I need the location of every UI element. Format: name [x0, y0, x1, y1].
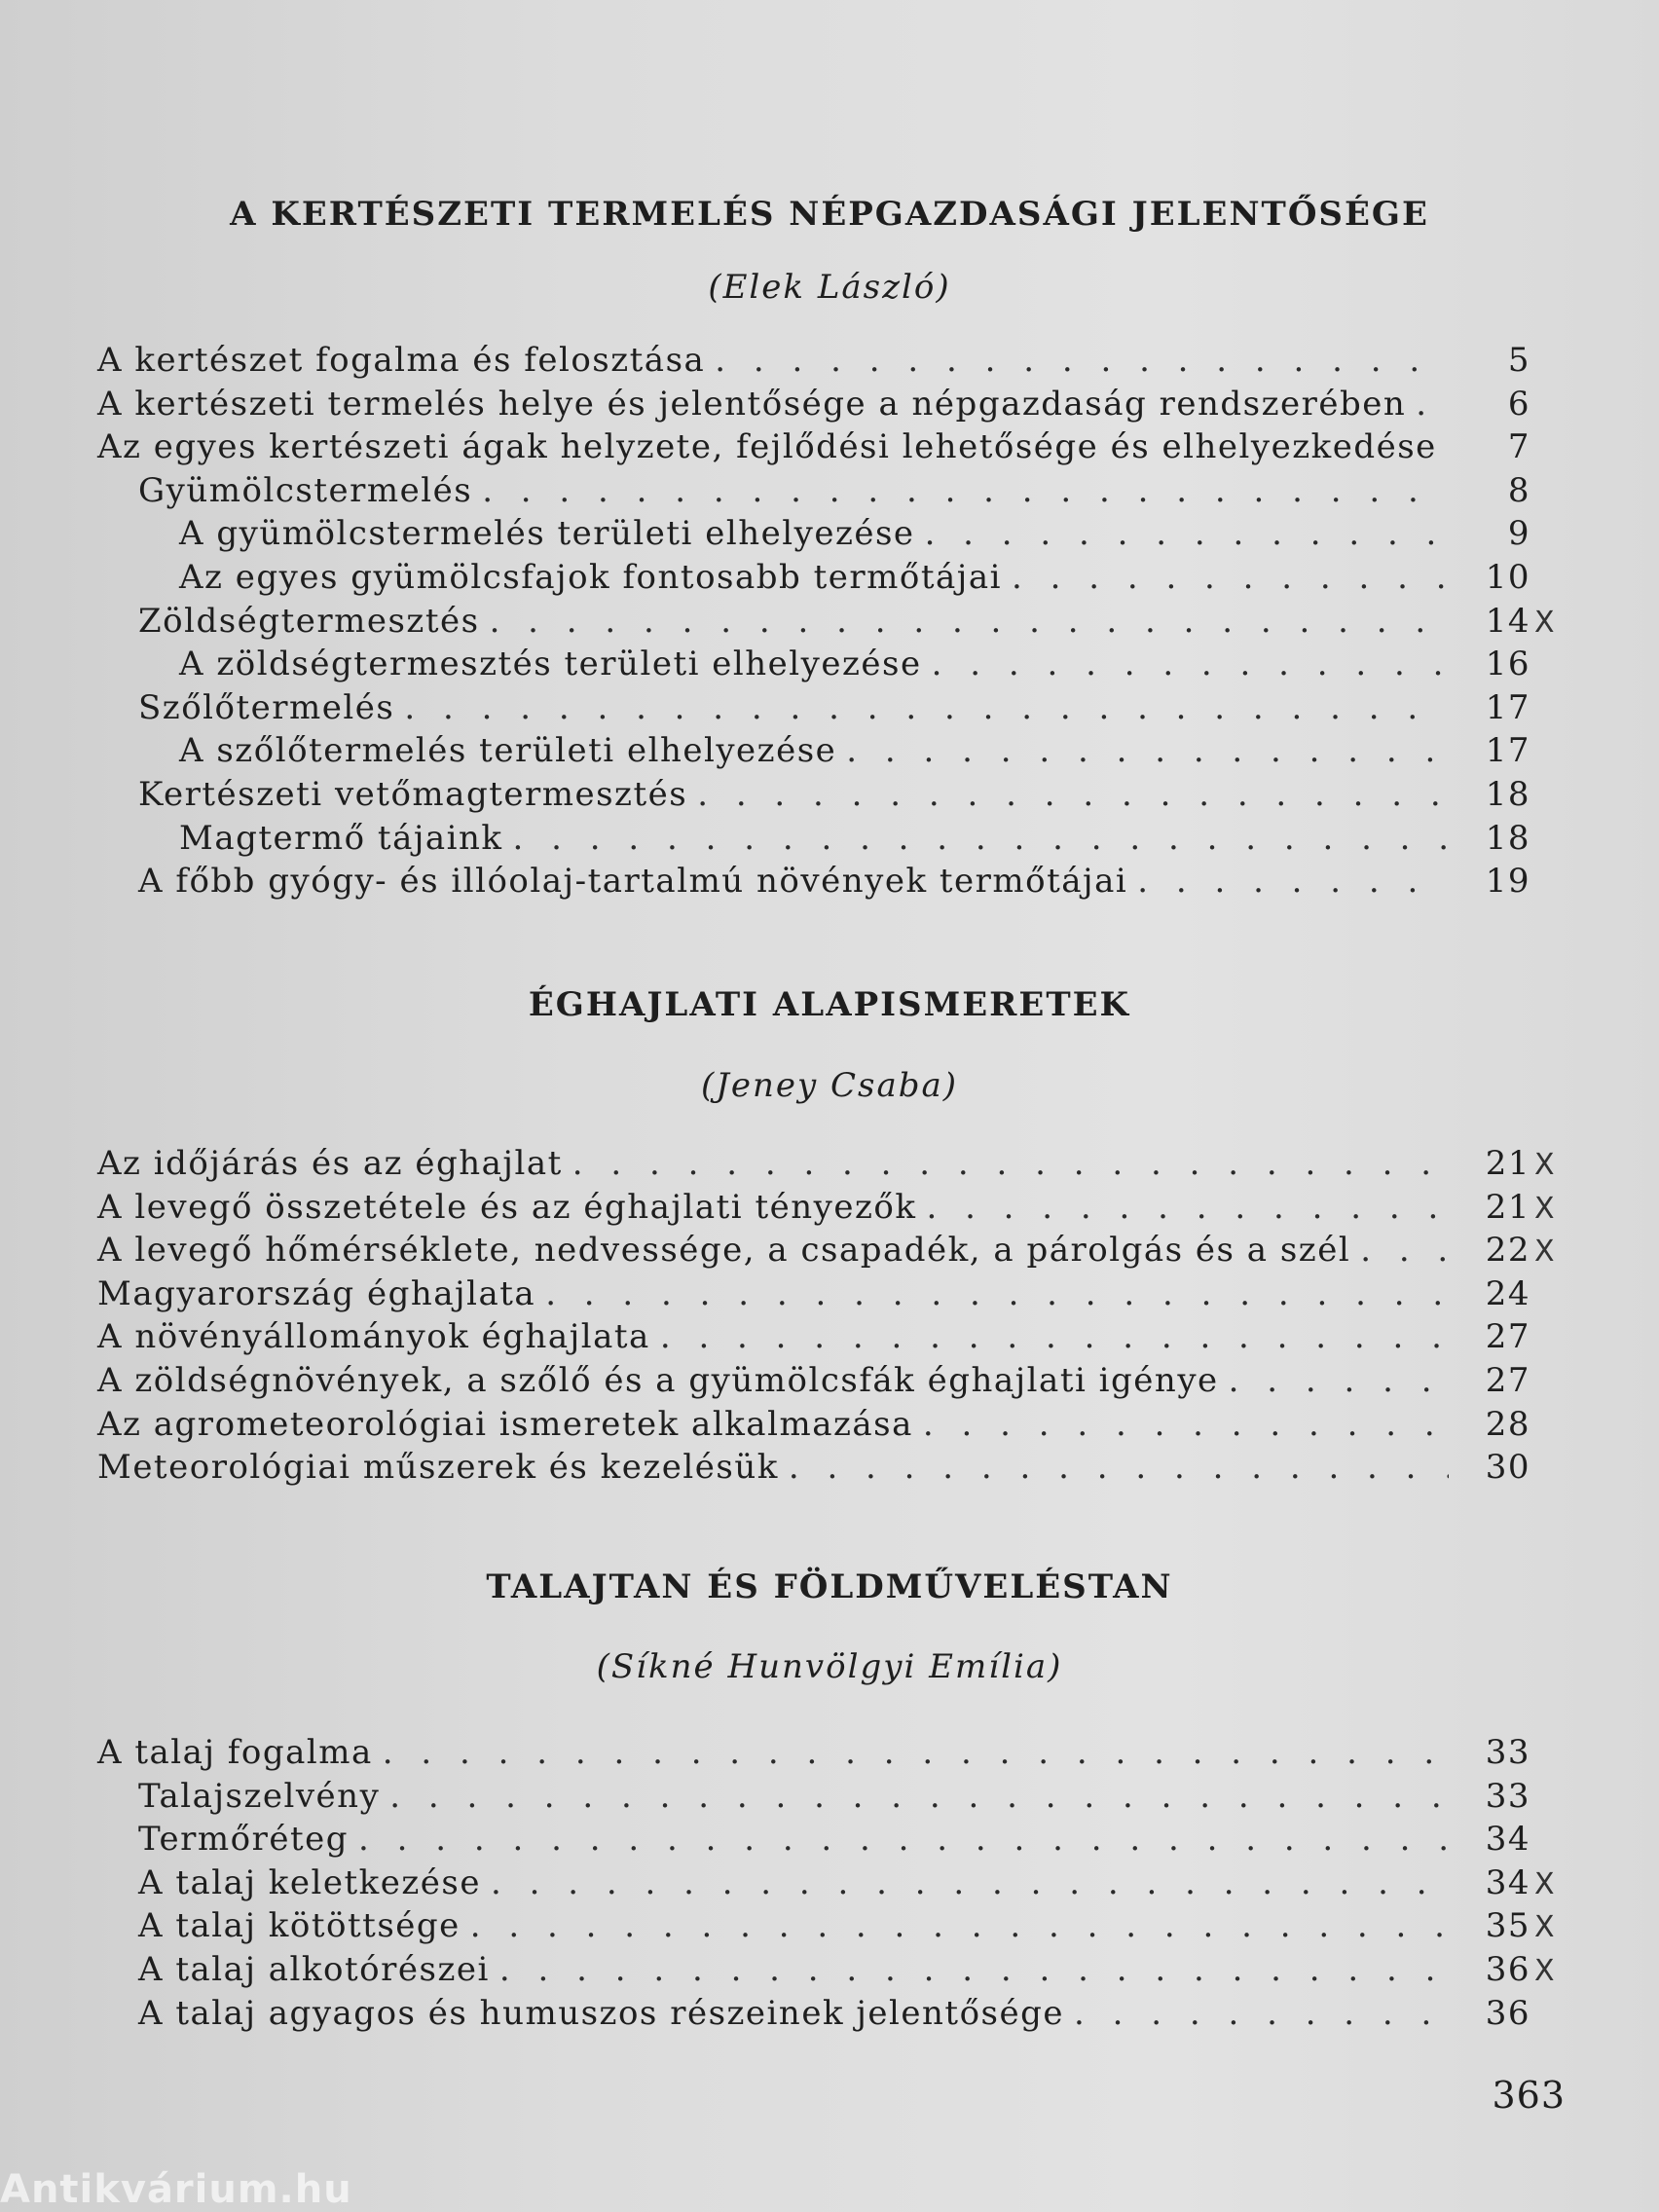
toc-entry [97, 1950, 1567, 1994]
handwritten-check-mark: X [1534, 1191, 1557, 1226]
toc-list-2 [97, 1144, 1567, 1492]
toc-entry [97, 341, 1567, 385]
toc-entry [97, 775, 1567, 819]
toc-list-3 [97, 1733, 1567, 2037]
toc-entry-title: A talaj fogalma [97, 1733, 373, 1772]
dot-leader [499, 1950, 1449, 1989]
toc-entry [97, 862, 1567, 905]
dot-leader [389, 1777, 1449, 1816]
toc-entry [97, 1144, 1567, 1188]
toc-entry-page: 18 [1485, 774, 1530, 814]
section-author-2: (Jeney Csaba) [700, 1066, 959, 1105]
dot-leader [1416, 385, 1449, 424]
toc-entry-title: Magyarország éghajlata [97, 1273, 536, 1313]
section-author-1: (Elek László) [708, 268, 951, 307]
toc-entry-page: 19 [1485, 862, 1530, 902]
dot-leader [925, 514, 1449, 553]
toc-entry-title: A zöldségtermesztés területi elhelyezése [179, 645, 922, 684]
toc-entry-title: Az egyes kertészeti ágak helyzete, fejlődési lehetősége és elhelyezkedése [97, 427, 1437, 467]
toc-entry [97, 1274, 1567, 1318]
toc-entry-title: Az egyes gyümölcsfajok fontosabb termőtájai [179, 557, 1002, 597]
toc-entry [97, 645, 1567, 688]
toc-entry-page: 30 [1485, 1448, 1530, 1488]
toc-list-1 [97, 341, 1567, 905]
dot-leader [660, 1317, 1449, 1356]
section-title-1: A KERTÉSZETI TERMELÉS NÉPGAZDASÁGI JELENTŐSÉGE [230, 195, 1429, 234]
toc-entry [97, 1906, 1567, 1950]
toc-entry-title: Magtermő tájaink [179, 818, 503, 858]
toc-entry-page: 36 [1485, 1993, 1530, 2033]
toc-entry-page: 18 [1485, 818, 1530, 858]
toc-entry [97, 1317, 1567, 1361]
toc-entry [97, 1777, 1567, 1821]
toc-entry [97, 1994, 1567, 2038]
toc-entry-page: 14 [1485, 601, 1530, 641]
toc-entry [97, 819, 1567, 863]
toc-entry-title: A főbb gyógy- és illóolaj-tartalmú növények termőtájai [138, 862, 1128, 902]
toc-entry-page: 17 [1485, 731, 1530, 771]
dot-leader [1229, 1361, 1449, 1400]
toc-entry-page: 33 [1485, 1776, 1530, 1816]
toc-entry-page: 27 [1485, 1360, 1530, 1400]
toc-entry [97, 427, 1567, 471]
dot-leader [926, 1188, 1449, 1227]
toc-entry [97, 602, 1567, 645]
toc-entry [97, 385, 1567, 428]
handwritten-check-mark: X [1534, 1866, 1557, 1901]
toc-entry-page: 21 [1485, 1144, 1530, 1183]
toc-entry-title: Termőréteg [138, 1820, 350, 1860]
dot-leader [491, 1863, 1449, 1902]
dot-leader [715, 341, 1449, 380]
toc-entry [97, 558, 1567, 602]
toc-entry [97, 1405, 1567, 1449]
toc-entry-page: 35 [1485, 1906, 1530, 1946]
dot-leader [482, 471, 1449, 510]
toc-entry-title: Az időjárás és az éghajlat [97, 1144, 563, 1183]
toc-entry [97, 1448, 1567, 1492]
toc-entry-title: A talaj kötöttsége [138, 1906, 461, 1946]
toc-entry [97, 1231, 1567, 1274]
dot-leader [846, 731, 1449, 770]
toc-entry-page: 7 [1507, 427, 1530, 467]
toc-entry-page: 16 [1485, 645, 1530, 684]
toc-entry [97, 688, 1567, 732]
toc-entry-page: 36 [1485, 1949, 1530, 1989]
dot-leader [932, 645, 1449, 683]
dot-leader [404, 688, 1449, 727]
handwritten-check-mark: X [1534, 1953, 1557, 1988]
dot-leader [470, 1906, 1449, 1945]
toc-entry-title: Meteorológiai műszerek és kezelésük [97, 1448, 779, 1488]
dot-leader [1447, 427, 1449, 466]
toc-entry [97, 1733, 1567, 1777]
toc-entry-page: 9 [1507, 514, 1530, 554]
toc-entry-title: A kertészet fogalma és felosztása [97, 341, 706, 380]
toc-entry-title: A zöldségnövények, a szőlő és a gyümölcsfák éghajlati igénye [97, 1360, 1219, 1400]
handwritten-check-mark: X [1534, 1235, 1557, 1270]
toc-entry-page: 21 [1485, 1187, 1530, 1227]
toc-entry [97, 514, 1567, 558]
toc-entry-page: 17 [1485, 687, 1530, 727]
toc-entry-page: 10 [1485, 557, 1530, 597]
dot-leader [358, 1820, 1449, 1859]
handwritten-check-mark: X [1534, 1910, 1557, 1945]
toc-entry [97, 1863, 1567, 1907]
toc-entry-page: 24 [1485, 1273, 1530, 1313]
dot-leader [513, 819, 1449, 858]
toc-entry-page: 34 [1485, 1862, 1530, 1902]
section-author-3: (Síkné Hunvölgyi Emília) [596, 1647, 1063, 1686]
toc-entry-title: A levegő összetétele és az éghajlati tényezők [97, 1187, 917, 1227]
toc-entry-title: A növényállományok éghajlata [97, 1317, 650, 1357]
toc-entry-page: 8 [1507, 470, 1530, 510]
toc-entry-page: 5 [1507, 341, 1530, 380]
toc-entry-page: 28 [1485, 1404, 1530, 1444]
toc-entry [97, 471, 1567, 515]
toc-entry [97, 1188, 1567, 1232]
toc-entry [97, 731, 1567, 775]
dot-leader [383, 1733, 1449, 1772]
dot-leader [697, 775, 1449, 814]
toc-entry-title: A levegő hőmérséklete, nedvessége, a csapadék, a párolgás és a szél [97, 1231, 1351, 1271]
dot-leader [789, 1448, 1449, 1487]
handwritten-check-mark: X [1534, 605, 1557, 640]
toc-entry-title: Gyümölcstermelés [138, 470, 473, 510]
toc-entry-title: A szőlőtermelés területi elhelyezése [179, 731, 837, 771]
dot-leader [1012, 558, 1449, 597]
handwritten-check-mark: X [1534, 1148, 1557, 1182]
toc-entry-title: A kertészeti termelés helye és jelentősége a népgazdaság rendszerében [97, 384, 1407, 424]
toc-entry-title: Talajszelvény [138, 1776, 381, 1816]
toc-entry-title: Zöldségtermesztés [138, 601, 480, 641]
toc-entry-page: 27 [1485, 1317, 1530, 1357]
toc-entry-title: Kertészeti vetőmagtermesztés [138, 774, 688, 814]
dot-leader [572, 1144, 1449, 1183]
watermark: Antikvárium.hu [0, 2167, 352, 2212]
section-title-3: TALAJTAN ÉS FÖLDMŰVELÉSTAN [486, 1567, 1173, 1606]
dot-leader [1360, 1231, 1449, 1270]
dot-leader [545, 1274, 1449, 1313]
dot-leader [490, 602, 1449, 641]
toc-entry-page: 33 [1485, 1733, 1530, 1772]
section-title-2: ÉGHAJLATI ALAPISMERETEK [528, 985, 1131, 1024]
toc-entry [97, 1361, 1567, 1405]
toc-entry-page: 6 [1507, 384, 1530, 424]
toc-entry-page: 22 [1485, 1231, 1530, 1271]
toc-entry-title: Szőlőtermelés [138, 687, 395, 727]
page-number: 363 [1492, 2074, 1566, 2117]
dot-leader [1137, 862, 1449, 901]
toc-entry-title: A talaj alkotórészei [138, 1949, 490, 1989]
toc-entry-title: A gyümölcstermelés területi elhelyezése [179, 514, 915, 554]
dot-leader [923, 1405, 1449, 1444]
toc-entry-title: A talaj agyagos és humuszos részeinek jelentősége [138, 1993, 1064, 2033]
toc-entry-title: Az agrometeorológiai ismeretek alkalmazása [97, 1404, 913, 1444]
toc-entry-title: A talaj keletkezése [138, 1862, 481, 1902]
toc-entry [97, 1820, 1567, 1863]
dot-leader [1074, 1994, 1449, 2033]
toc-entry-page: 34 [1485, 1820, 1530, 1860]
